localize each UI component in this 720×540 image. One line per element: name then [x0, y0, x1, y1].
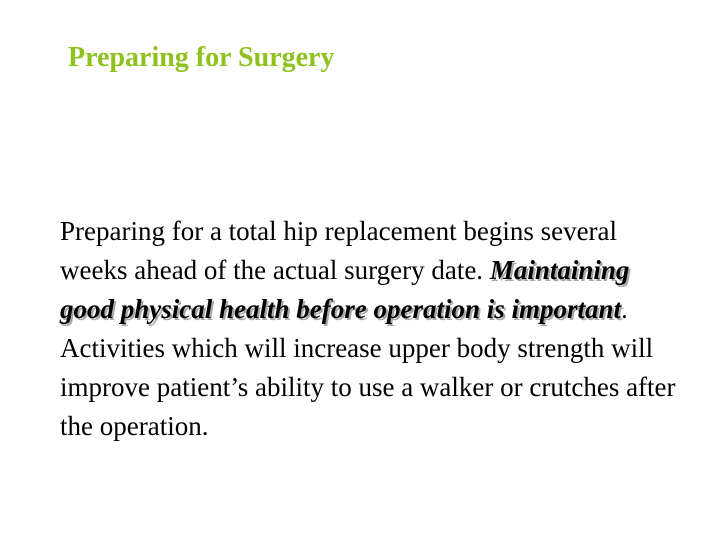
body-paragraph [60, 212, 680, 446]
body-emphasis-text: Maintaining good physical health before operation is important [60, 255, 630, 324]
body-outro-text: . Activities which will increase upper body strength will improve patient’s ability to use a walker or crutches after the operation. [60, 294, 676, 441]
slide-title: Preparing for Surgery [68, 42, 335, 73]
body-intro-text: Preparing for a total hip replacement begins several weeks ahead of the actual surgery date. [60, 216, 618, 285]
